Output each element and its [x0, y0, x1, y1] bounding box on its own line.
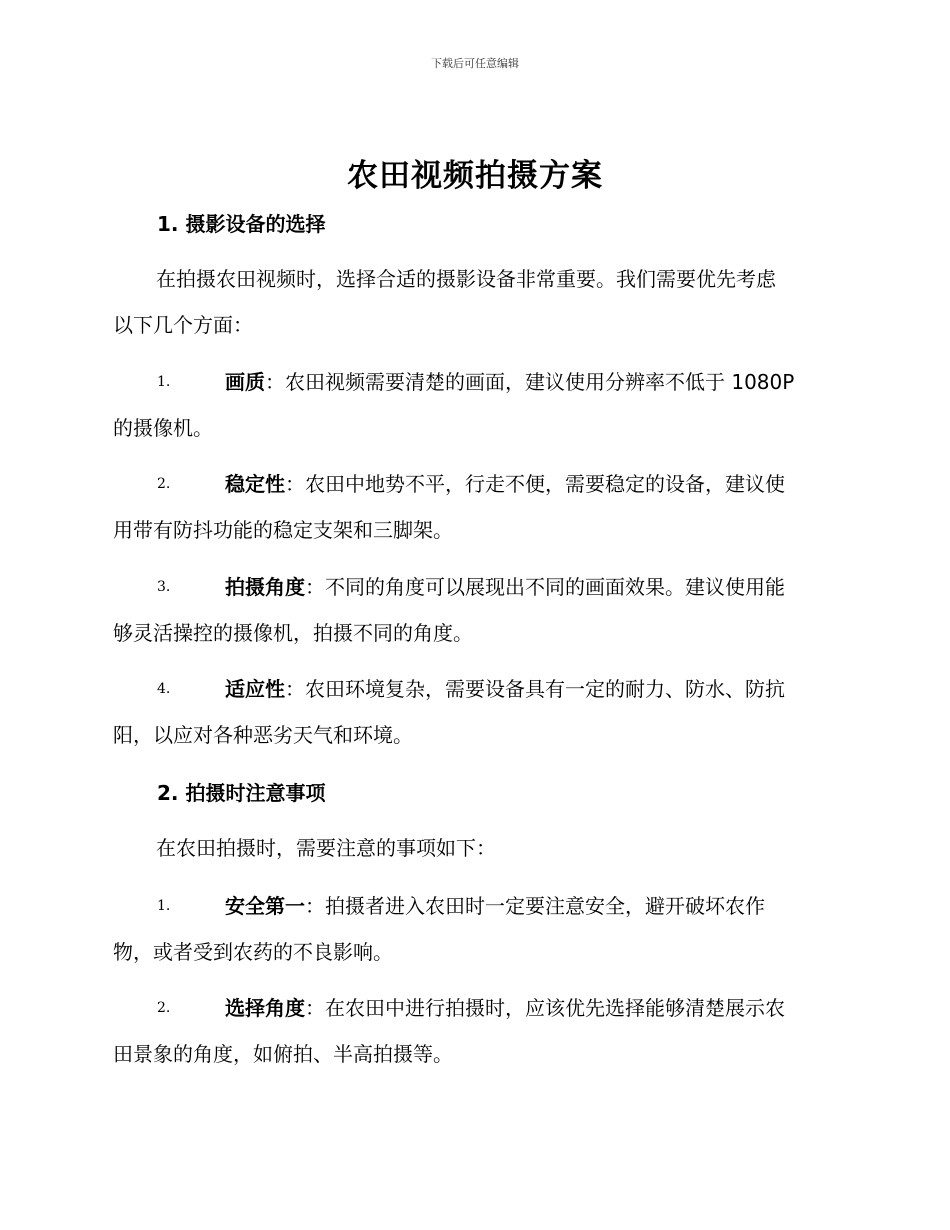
list-term: 画质 [225, 370, 265, 394]
document-title: 农田视频拍摄方案 [347, 158, 603, 194]
section-2-intro [113, 825, 835, 871]
list-term: 选择角度 [225, 996, 305, 1020]
list-text: ：农田中地势不平，行走不便，需要稳定的设备，建议使 [285, 472, 785, 496]
list-number: 1. [157, 898, 171, 914]
list-number: 3. [157, 579, 171, 595]
list-item [113, 564, 835, 656]
list-item [113, 985, 835, 1077]
list-number: 2. [157, 476, 171, 492]
section-1-intro [113, 256, 835, 348]
list-text-continued: 田景象的角度，如俯拍、半高拍摄等。 [113, 1042, 453, 1066]
list-item [113, 359, 835, 451]
list-term: 安全第一 [225, 894, 305, 918]
list-term: 适应性 [225, 677, 285, 701]
list-text: ：农田环境复杂，需要设备具有一定的耐力、防水、防抗 [285, 677, 785, 701]
list-term: 拍摄角度 [225, 575, 305, 599]
list-text: ：拍摄者进入农田时一定要注意安全，避开破坏农作 [305, 894, 765, 918]
list-item [113, 666, 835, 758]
list-number: 4. [157, 681, 171, 697]
list-text-continued: 物，或者受到农药的不良影响。 [113, 940, 393, 964]
intro-line: 在农田拍摄时，需要注意的事项如下： [156, 836, 496, 860]
list-number: 2. [157, 1000, 171, 1016]
list-text: ：农田视频需要清楚的画面，建议使用分辨率不低于 1080P [265, 370, 795, 394]
section-heading-2: 2. 拍摄时注意事项 [157, 781, 326, 805]
list-item [113, 883, 835, 975]
section-heading-1: 1. 摄影设备的选择 [157, 212, 326, 236]
intro-line: 以下几个方面： [113, 313, 253, 337]
list-text-continued: 的摄像机。 [113, 416, 213, 440]
list-number: 1. [157, 374, 171, 390]
list-term: 稳定性 [225, 472, 285, 496]
list-text-continued: 够灵活操控的摄像机，拍摄不同的角度。 [113, 621, 473, 645]
list-text-continued: 用带有防抖功能的稳定支架和三脚架。 [113, 518, 453, 542]
list-text-continued: 阳，以应对各种恶劣天气和环境。 [113, 723, 413, 747]
list-text: ：在农田中进行拍摄时，应该优先选择能够清楚展示农 [305, 996, 785, 1020]
header-note: 下载后可任意编辑 [431, 57, 519, 70]
intro-line: 在拍摄农田视频时，选择合适的摄影设备非常重要。我们需要优先考虑 [156, 267, 776, 291]
list-item [113, 461, 835, 553]
list-text: ：不同的角度可以展现出不同的画面效果。建议使用能 [305, 575, 785, 599]
